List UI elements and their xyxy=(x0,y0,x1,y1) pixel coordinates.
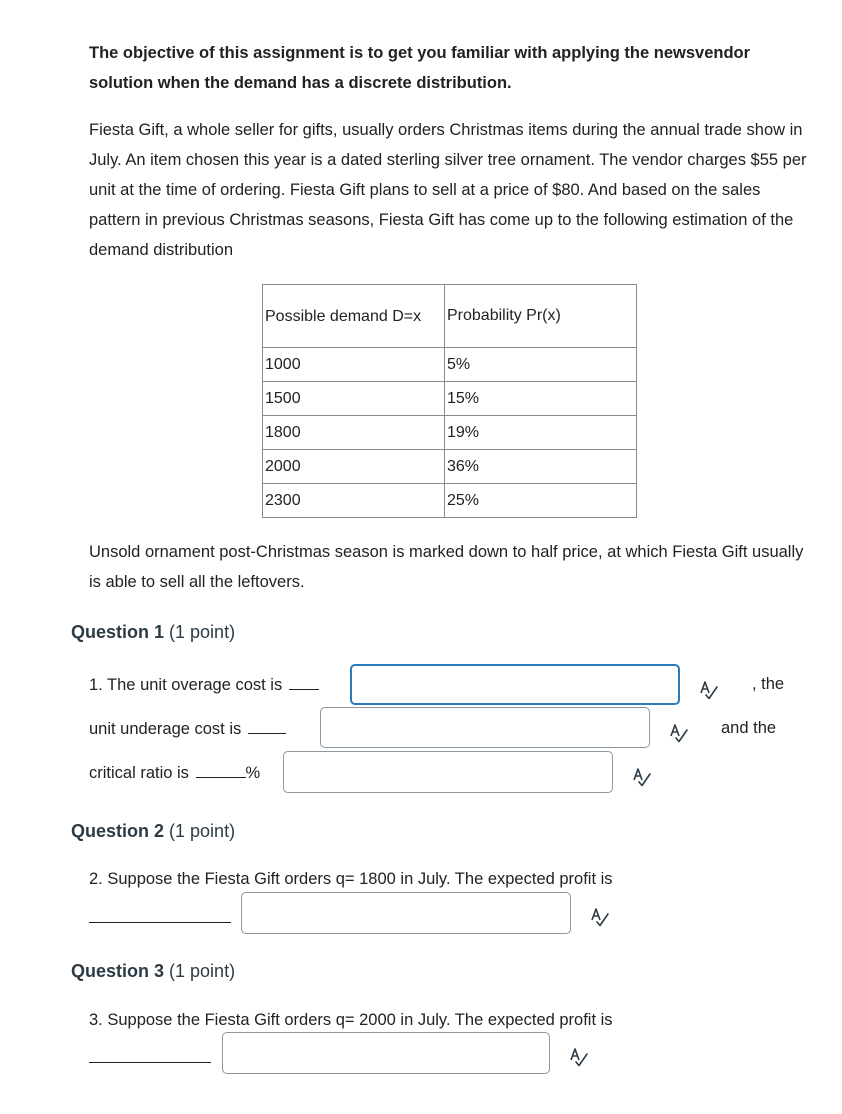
q2-text: 2. Suppose the Fiesta Gift orders q= 1800 in July. The expected profit is xyxy=(89,870,613,888)
intro-heading: The objective of this assignment is to get you familiar with applying the newsvendor solution when the demand has a discrete distribution. xyxy=(89,44,751,92)
blank-line xyxy=(248,719,286,734)
demand-cell: 2300 xyxy=(263,484,445,518)
after-table-paragraph: Unsold ornament post-Christmas season is marked down to half price, at which Fiesta Gift usually is able to sell all the leftovers. xyxy=(89,543,804,591)
table-header-row xyxy=(263,285,637,348)
demand-cell: 1800 xyxy=(263,416,445,450)
q1-line2-text: unit underage cost is xyxy=(89,720,242,738)
question-1-points: (1 point) xyxy=(169,622,236,642)
demand-cell: 1000 xyxy=(263,348,445,382)
q1-after1: , the xyxy=(752,675,785,693)
probability-cell: 15% xyxy=(445,382,637,416)
q1-after2: and the xyxy=(721,719,777,737)
table-row xyxy=(263,450,637,484)
table-row xyxy=(263,484,637,518)
header-probability: Probability Pr(x) xyxy=(445,285,637,348)
spellcheck-icon[interactable] xyxy=(698,679,720,701)
question-3-points: (1 point) xyxy=(169,961,236,981)
probability-cell: 36% xyxy=(445,450,637,484)
probability-cell: 25% xyxy=(445,484,637,518)
q1-line3-text: critical ratio is xyxy=(89,764,189,782)
demand-cell: 1500 xyxy=(263,382,445,416)
question-3-heading xyxy=(71,961,235,982)
q1-line1 xyxy=(89,675,319,695)
blank-line xyxy=(196,763,246,778)
header-demand: Possible demand D=x xyxy=(263,285,445,348)
q1-line2 xyxy=(89,719,286,739)
spellcheck-icon[interactable] xyxy=(668,722,690,744)
q3-profit-input[interactable] xyxy=(222,1032,550,1074)
probability-cell: 5% xyxy=(445,348,637,382)
percent-suffix: % xyxy=(245,764,261,782)
question-1-title: Question 1 xyxy=(71,622,165,642)
q1-line1-text: 1. The unit overage cost is xyxy=(89,676,283,694)
spellcheck-icon[interactable] xyxy=(568,1046,590,1068)
blank-line xyxy=(89,908,231,923)
question-2-points: (1 point) xyxy=(169,821,236,841)
table-row xyxy=(263,382,637,416)
question-1-heading xyxy=(71,622,235,643)
q2-profit-input[interactable] xyxy=(241,892,571,934)
blank-line xyxy=(89,1048,211,1063)
q1-line3 xyxy=(89,763,260,783)
question-3-title: Question 3 xyxy=(71,961,165,981)
overage-cost-input[interactable] xyxy=(350,664,680,705)
demand-distribution-table xyxy=(262,284,637,518)
q3-text: 3. Suppose the Fiesta Gift orders q= 2000 in July. The expected profit is xyxy=(89,1011,613,1029)
question-2-heading xyxy=(71,821,235,842)
question-2-title: Question 2 xyxy=(71,821,165,841)
spellcheck-icon[interactable] xyxy=(589,906,611,928)
table-row xyxy=(263,348,637,382)
blank-line xyxy=(289,675,319,690)
critical-ratio-input[interactable] xyxy=(283,751,613,793)
table-row xyxy=(263,416,637,450)
intro-paragraph: Fiesta Gift, a whole seller for gifts, usually orders Christmas items during the annual trade show in July. An item chosen this year is a dated sterling silver tree ornament. The vendor charges $55 per unit at the time of ordering. Fiesta Gift plans to sell at a price of $80. And based on the sales pattern in previous Christmas seasons, Fiesta Gift has come up to the following estimation of the demand distribution xyxy=(89,121,807,259)
spellcheck-icon[interactable] xyxy=(631,766,653,788)
demand-cell: 2000 xyxy=(263,450,445,484)
underage-cost-input[interactable] xyxy=(320,707,650,748)
probability-cell: 19% xyxy=(445,416,637,450)
